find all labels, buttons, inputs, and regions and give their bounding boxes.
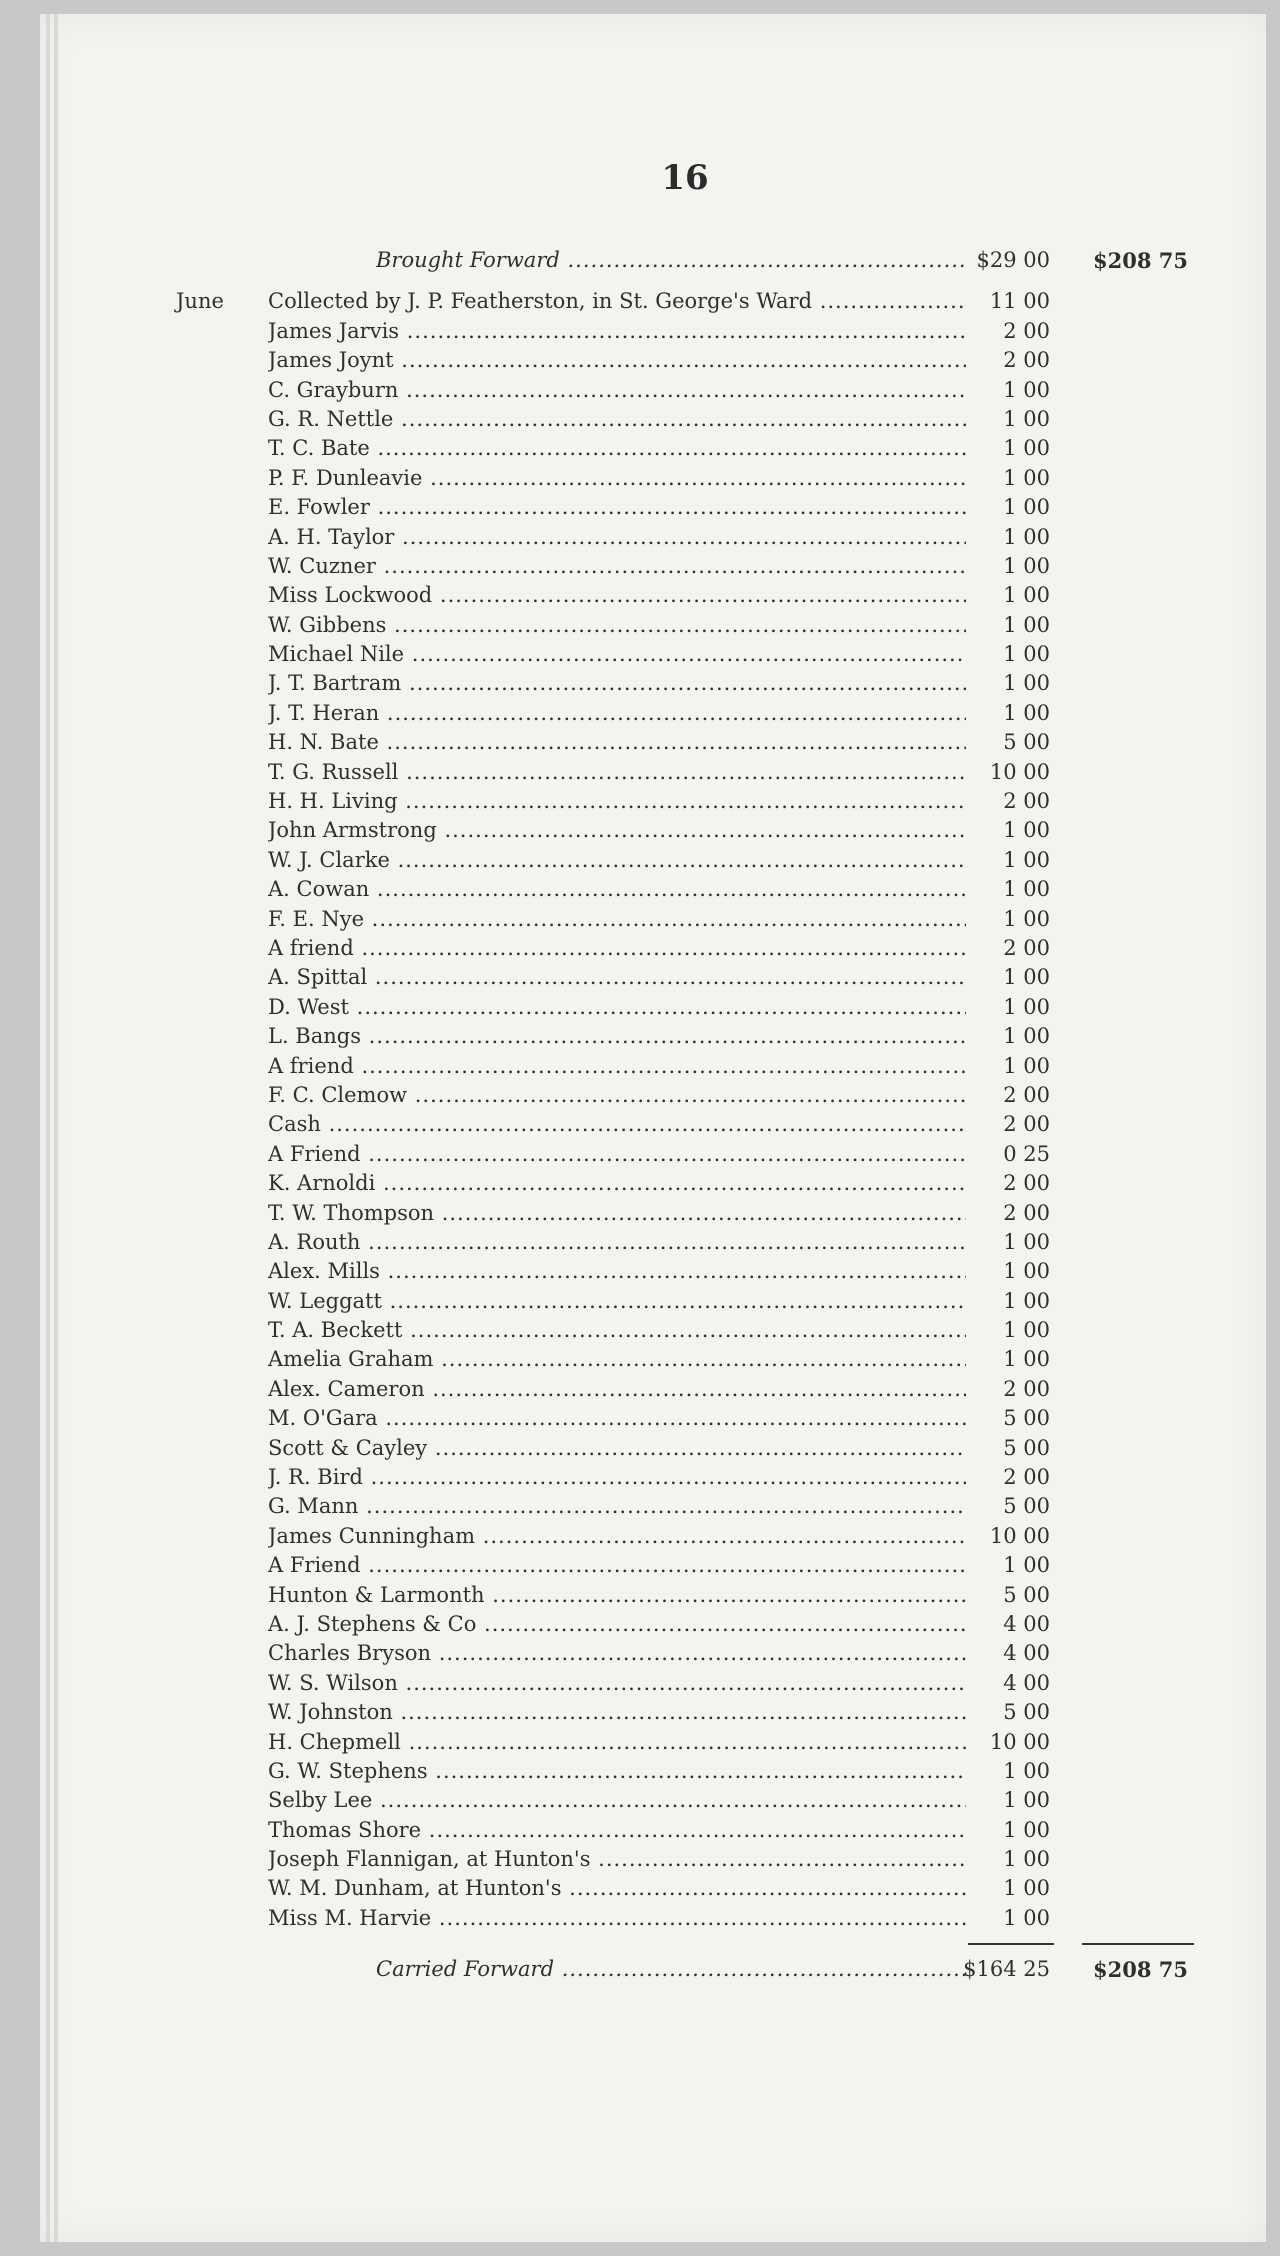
entry-name: J. T. Bartram ..... bbox=[268, 669, 966, 698]
entry-name: A. H. Taylor ..... bbox=[268, 523, 966, 552]
table-row bbox=[0, 1110, 1280, 1139]
entry-amount: 1 00 bbox=[1003, 524, 1050, 549]
brought-forward-amount: $29 00 bbox=[976, 248, 1050, 272]
entry-amount: 1 00 bbox=[1003, 1229, 1050, 1254]
table-row bbox=[0, 434, 1280, 463]
carried-forward-row bbox=[0, 1955, 1280, 1984]
table-row bbox=[0, 1816, 1280, 1845]
entry-amount: 4 00 bbox=[1003, 1670, 1050, 1695]
entry-name: John Armstrong ..... bbox=[268, 816, 966, 845]
entry-name: Thomas Shore ..... bbox=[268, 1816, 966, 1845]
entry-name: Alex. Mills ..... bbox=[268, 1257, 966, 1286]
table-row bbox=[0, 1757, 1280, 1786]
entry-amount: 1 00 bbox=[1003, 1347, 1050, 1372]
entry-name: T. W. Thompson ..... bbox=[268, 1199, 966, 1228]
entry-amount: 10 00 bbox=[989, 1729, 1050, 1754]
entry-amount: 1 00 bbox=[1003, 1817, 1050, 1842]
entry-amount: 2 00 bbox=[1003, 1112, 1050, 1137]
entry-name: Michael Nile ..... bbox=[268, 640, 966, 669]
entry-name: Scott & Cayley ..... bbox=[268, 1434, 966, 1463]
entry-name: G. R. Nettle ..... bbox=[268, 405, 966, 434]
table-row bbox=[0, 934, 1280, 963]
entry-name: Charles Bryson ..... bbox=[268, 1639, 966, 1668]
entry-amount: 5 00 bbox=[1003, 1435, 1050, 1460]
entry-name: Amelia Graham ..... bbox=[268, 1345, 966, 1374]
entry-name: James Joynt ..... bbox=[268, 346, 966, 375]
table-row bbox=[0, 1492, 1280, 1521]
entry-amount: 5 00 bbox=[1003, 1700, 1050, 1725]
table-row bbox=[0, 581, 1280, 610]
entry-name: E. Fowler ..... bbox=[268, 493, 966, 522]
entry-name: A. Cowan ..... bbox=[268, 875, 966, 904]
table-row bbox=[0, 1434, 1280, 1463]
entry-name: T. G. Russell ..... bbox=[268, 758, 966, 787]
total-rule bbox=[1082, 1943, 1194, 1945]
entry-name: T. C. Bate ..... bbox=[268, 434, 966, 463]
entry-name: W. Cuzner ..... bbox=[268, 552, 966, 581]
entry-amount: 1 00 bbox=[1003, 671, 1050, 696]
brought-forward-label: Brought Forward ..... bbox=[376, 246, 966, 275]
entry-name: G. W. Stephens ..... bbox=[268, 1757, 966, 1786]
entry-name: J. R. Bird ..... bbox=[268, 1463, 966, 1492]
table-row bbox=[0, 611, 1280, 640]
entry-name: A friend ..... bbox=[268, 1052, 966, 1081]
entry-amount: 1 00 bbox=[1003, 495, 1050, 520]
entry-name: A. Routh ..... bbox=[268, 1228, 966, 1257]
entry-amount: 2 00 bbox=[1003, 1171, 1050, 1196]
entry-name: Collected by J. P. Featherston, in St. George's Ward ..... bbox=[268, 287, 966, 316]
entry-amount: 10 00 bbox=[989, 1523, 1050, 1548]
table-row bbox=[0, 552, 1280, 581]
entry-amount: 1 00 bbox=[1003, 436, 1050, 461]
entry-amount: 2 00 bbox=[1003, 318, 1050, 343]
table-row bbox=[0, 816, 1280, 845]
entry-name: W. J. Clarke ..... bbox=[268, 846, 966, 875]
table-row bbox=[0, 1345, 1280, 1374]
table-row bbox=[0, 1728, 1280, 1757]
entry-name: Selby Lee ..... bbox=[268, 1786, 966, 1815]
entry-amount: 2 00 bbox=[1003, 348, 1050, 373]
entry-name: J. T. Heran ..... bbox=[268, 699, 966, 728]
table-row bbox=[0, 1845, 1280, 1874]
entry-name: L. Bangs ..... bbox=[268, 1022, 966, 1051]
table-row bbox=[0, 1375, 1280, 1404]
entry-amount: 1 00 bbox=[1003, 1905, 1050, 1930]
entry-amount: 5 00 bbox=[1003, 1494, 1050, 1519]
table-row bbox=[0, 1874, 1280, 1903]
entry-amount: 1 00 bbox=[1003, 847, 1050, 872]
entry-amount: 11 00 bbox=[989, 289, 1050, 314]
table-row bbox=[0, 1316, 1280, 1345]
entry-amount: 1 00 bbox=[1003, 818, 1050, 843]
entry-amount: 1 00 bbox=[1003, 1318, 1050, 1343]
entry-amount: 1 00 bbox=[1003, 906, 1050, 931]
entry-amount: 5 00 bbox=[1003, 1582, 1050, 1607]
entry-amount: 4 00 bbox=[1003, 1641, 1050, 1666]
entry-amount: 2 00 bbox=[1003, 1376, 1050, 1401]
entry-name: G. Mann ..... bbox=[268, 1492, 966, 1521]
entry-amount: 1 00 bbox=[1003, 583, 1050, 608]
page-number: 16 bbox=[661, 158, 709, 198]
entry-name: James Cunningham ..... bbox=[268, 1522, 966, 1551]
entry-amount: 1 00 bbox=[1003, 1288, 1050, 1313]
table-row bbox=[0, 1581, 1280, 1610]
entry-name: A Friend ..... bbox=[268, 1551, 966, 1580]
table-row bbox=[0, 1904, 1280, 1933]
table-row bbox=[0, 787, 1280, 816]
subtotal-rule bbox=[968, 1943, 1054, 1945]
table-row bbox=[0, 1052, 1280, 1081]
table-row bbox=[0, 1463, 1280, 1492]
entry-name: H. N. Bate ..... bbox=[268, 728, 966, 757]
entry-name: H. H. Living ..... bbox=[268, 787, 966, 816]
entry-amount: 1 00 bbox=[1003, 700, 1050, 725]
entry-amount: 1 00 bbox=[1003, 612, 1050, 637]
table-row bbox=[0, 1786, 1280, 1815]
table-row bbox=[0, 493, 1280, 522]
entry-name: Alex. Cameron ..... bbox=[268, 1375, 966, 1404]
entry-name: W. S. Wilson ..... bbox=[268, 1669, 966, 1698]
entry-amount: 1 00 bbox=[1003, 1788, 1050, 1813]
month-label: June bbox=[176, 289, 224, 314]
table-row bbox=[0, 1669, 1280, 1698]
entry-amount: 1 00 bbox=[1003, 877, 1050, 902]
entry-name: W. M. Dunham, at Hunton's ..... bbox=[268, 1874, 966, 1903]
entry-name: A. Spittal ..... bbox=[268, 963, 966, 992]
entry-name: W. Leggatt ..... bbox=[268, 1287, 966, 1316]
entry-name: C. Grayburn ..... bbox=[268, 376, 966, 405]
table-row bbox=[0, 1169, 1280, 1198]
entry-amount: 1 00 bbox=[1003, 1053, 1050, 1078]
ledger bbox=[0, 246, 1280, 1985]
table-row bbox=[0, 1081, 1280, 1110]
entry-amount: 10 00 bbox=[989, 759, 1050, 784]
table-row bbox=[0, 523, 1280, 552]
table-row bbox=[0, 1228, 1280, 1257]
table-row bbox=[0, 875, 1280, 904]
entry-name: Joseph Flannigan, at Hunton's ..... bbox=[268, 1845, 966, 1874]
spacer bbox=[0, 275, 1280, 287]
table-row bbox=[0, 1287, 1280, 1316]
entry-amount: 1 00 bbox=[1003, 406, 1050, 431]
table-row bbox=[0, 1551, 1280, 1580]
table-row bbox=[0, 1199, 1280, 1228]
entry-amount: 2 00 bbox=[1003, 789, 1050, 814]
entry-list bbox=[0, 287, 1280, 1933]
table-row bbox=[0, 1610, 1280, 1639]
table-row bbox=[0, 376, 1280, 405]
brought-forward-total: $208 75 bbox=[1093, 248, 1188, 273]
entry-name: Miss M. Harvie ..... bbox=[268, 1904, 966, 1933]
entry-name: H. Chepmell ..... bbox=[268, 1728, 966, 1757]
entry-amount: 5 00 bbox=[1003, 730, 1050, 755]
entry-amount: 2 00 bbox=[1003, 1465, 1050, 1490]
entry-name: D. West ..... bbox=[268, 993, 966, 1022]
table-row bbox=[0, 1022, 1280, 1051]
table-row bbox=[0, 905, 1280, 934]
entry-amount: 1 00 bbox=[1003, 965, 1050, 990]
entry-name: A friend ..... bbox=[268, 934, 966, 963]
table-row bbox=[0, 1522, 1280, 1551]
entry-amount: 1 00 bbox=[1003, 1553, 1050, 1578]
table-row bbox=[0, 640, 1280, 669]
carried-forward-label: Carried Forward ..... bbox=[376, 1955, 966, 1984]
entry-amount: 1 00 bbox=[1003, 994, 1050, 1019]
table-row bbox=[0, 464, 1280, 493]
table-row bbox=[0, 1257, 1280, 1286]
entry-amount: 1 00 bbox=[1003, 1024, 1050, 1049]
entry-amount: 2 00 bbox=[1003, 935, 1050, 960]
table-row bbox=[0, 317, 1280, 346]
entry-amount: 2 00 bbox=[1003, 1082, 1050, 1107]
entry-amount: 1 00 bbox=[1003, 1259, 1050, 1284]
table-row bbox=[0, 1404, 1280, 1433]
entry-name: M. O'Gara ..... bbox=[268, 1404, 966, 1433]
entry-name: Miss Lockwood ..... bbox=[268, 581, 966, 610]
table-row bbox=[0, 287, 1280, 316]
entry-name: A. J. Stephens & Co ..... bbox=[268, 1610, 966, 1639]
entry-amount: 1 00 bbox=[1003, 1847, 1050, 1872]
entry-amount: 1 00 bbox=[1003, 642, 1050, 667]
entry-amount: 5 00 bbox=[1003, 1406, 1050, 1431]
entry-name: Hunton & Larmonth ..... bbox=[268, 1581, 966, 1610]
table-row bbox=[0, 699, 1280, 728]
table-row bbox=[0, 758, 1280, 787]
entry-amount: 1 00 bbox=[1003, 553, 1050, 578]
table-row bbox=[0, 993, 1280, 1022]
table-row bbox=[0, 405, 1280, 434]
table-row bbox=[0, 846, 1280, 875]
table-row bbox=[0, 728, 1280, 757]
entry-name: James Jarvis ..... bbox=[268, 317, 966, 346]
table-row bbox=[0, 346, 1280, 375]
entry-name: T. A. Beckett ..... bbox=[268, 1316, 966, 1345]
entry-amount: 4 00 bbox=[1003, 1611, 1050, 1636]
entry-name: K. Arnoldi ..... bbox=[268, 1169, 966, 1198]
carried-forward-amount: $164 25 bbox=[963, 1957, 1050, 1982]
brought-forward-row bbox=[0, 246, 1280, 275]
entry-name: P. F. Dunleavie ..... bbox=[268, 464, 966, 493]
table-row bbox=[0, 1698, 1280, 1727]
entry-amount: 0 25 bbox=[1003, 1141, 1050, 1166]
entry-amount: 1 00 bbox=[1003, 377, 1050, 402]
entry-name: A Friend ..... bbox=[268, 1140, 966, 1169]
carried-forward-total: $208 75 bbox=[1093, 1957, 1188, 1983]
entry-name: F. E. Nye ..... bbox=[268, 905, 966, 934]
entry-amount: 1 00 bbox=[1003, 1876, 1050, 1901]
entry-amount: 2 00 bbox=[1003, 1200, 1050, 1225]
entry-amount: 1 00 bbox=[1003, 1758, 1050, 1783]
entry-name: Cash ..... bbox=[268, 1110, 966, 1139]
entry-name: F. C. Clemow ..... bbox=[268, 1081, 966, 1110]
table-row bbox=[0, 1140, 1280, 1169]
table-row bbox=[0, 963, 1280, 992]
table-row bbox=[0, 1639, 1280, 1668]
total-rules bbox=[0, 1933, 1280, 1955]
entry-amount: 1 00 bbox=[1003, 465, 1050, 490]
entry-name: W. Gibbens ..... bbox=[268, 611, 966, 640]
entry-name: W. Johnston ..... bbox=[268, 1698, 966, 1727]
table-row bbox=[0, 669, 1280, 698]
